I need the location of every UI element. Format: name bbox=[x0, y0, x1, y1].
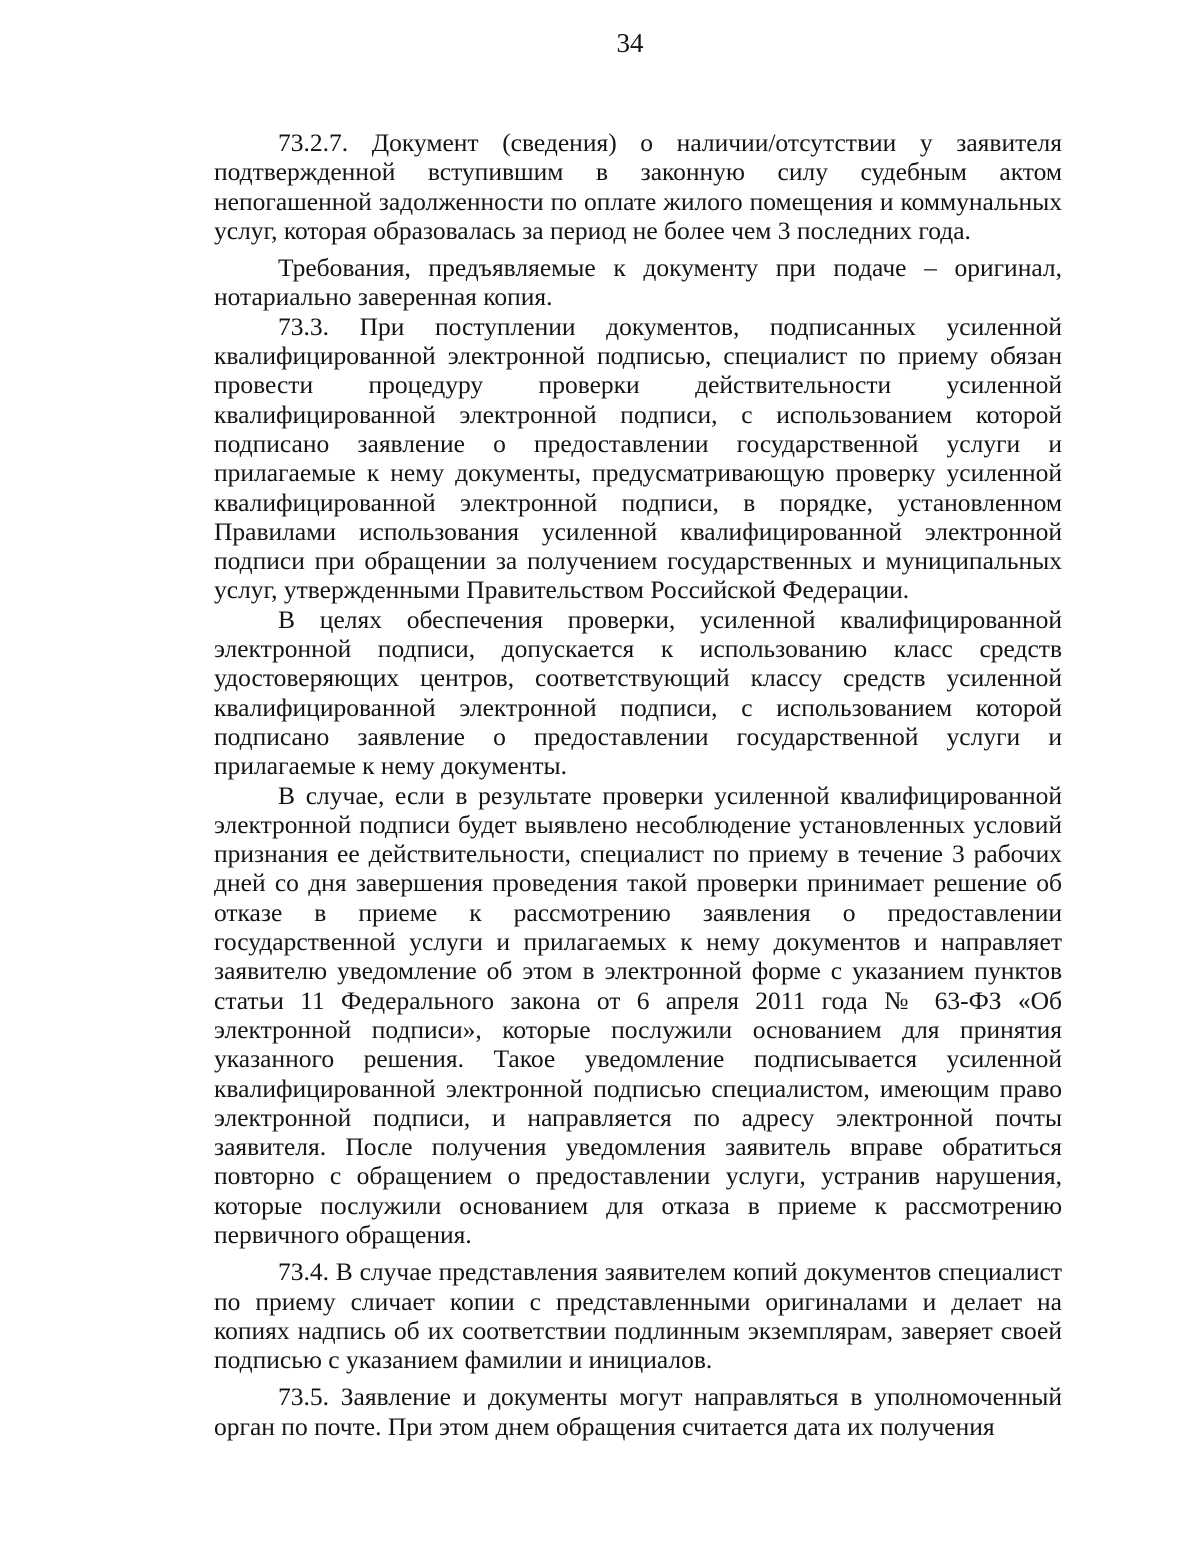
page-number: 34 bbox=[616, 28, 644, 58]
document-body bbox=[214, 128, 1062, 1441]
paragraph-73-2-7: 73.2.7. Документ (сведения) о наличии/отсутствии у заявителя подтвержденной вступившим в законную силу судебным актом непогашенной задолженности по оплате жилого помещения и коммунальных услуг, которая образовалась за период не более чем 3 последних года. bbox=[214, 128, 1062, 245]
paragraph-73-5: 73.5. Заявление и документы могут направляться в уполномоченный орган по почте. При этом днем обращения считается дата их получения bbox=[214, 1382, 1062, 1441]
paragraph-requirements: Требования, предъявляемые к документу при подаче – оригинал, нотариально заверенная копия. bbox=[214, 253, 1062, 312]
paragraph-verification-failure: В случае, если в результате проверки усиленной квалифицированной электронной подписи будет выявлено несоблюдение установленных условий признания ее действительности, специалист по приему в течение 3 рабочих дней со дня завершения проведения такой проверки принимает решение об отказе в приеме к рассмотрению заявления о предоставлении государственной услуги и прилагаемых к нему документов и направляет заявителю уведомление об этом в электронной форме с указанием пунктов статьи 11 Федерального закона от 6 апреля 2011 года № 63-ФЗ «Об электронной подписи», которые послужили основанием для принятия указанного решения. Такое уведомление подписывается усиленной квалифицированной электронной подписью специалистом, имеющим право электронной подписи, и направляется по адресу электронной почты заявителя. После получения уведомления заявитель вправе обратиться повторно с обращением о предоставлении услуги, устранив нарушения, которые послужили основанием для отказа в приеме к рассмотрению первичного обращения. bbox=[214, 780, 1062, 1249]
paragraph-73-3: 73.3. При поступлении документов, подписанных усиленной квалифицированной электронной подписью, специалист по приему обязан провести процедуру проверки действительности усиленной квалифицированной электронной подписи, с использованием которой подписано заявление о предоставлении государственной услуги и прилагаемые к нему документы, предусматривающую проверку усиленной квалифицированной электронной подписи, в порядке, установленном Правилами использования усиленной квалифицированной электронной подписи при обращении за получением государственных и муниципальных услуг, утвержденными Правительством Российской Федерации. bbox=[214, 311, 1062, 605]
paragraph-verification-means: В целях обеспечения проверки, усиленной квалифицированной электронной подписи, допускается к использованию класс средств удостоверяющих центров, соответствующий классу средств усиленной квалифицированной электронной подписи, с использованием которой подписано заявление о предоставлении государственной услуги и прилагаемые к нему документы. bbox=[214, 604, 1062, 781]
paragraph-73-4: 73.4. В случае представления заявителем копий документов специалист по приему сличает копии с представленными оригиналами и делает на копиях надпись об их соответствии подлинным экземплярам, заверяет своей подписью с указанием фамилии и инициалов. bbox=[214, 1257, 1062, 1375]
